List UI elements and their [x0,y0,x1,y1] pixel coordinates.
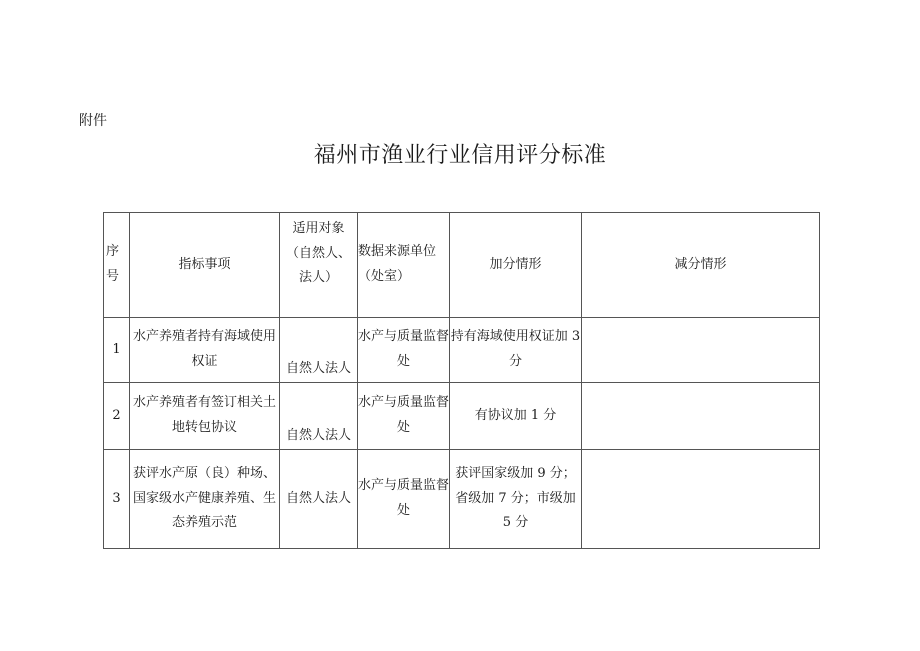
header-indicator: 指标事项 [130,213,280,318]
header-seq: 序号 [104,213,130,318]
table-header-row [104,213,820,318]
row-indicator: 获评水产原（良）种场、国家级水产健康养殖、生态养殖示范 [130,450,280,549]
row-deduction [582,318,820,383]
row-source: 水产与质量监督处 [358,318,450,383]
header-subject: 适用对象（自然人、法人） [280,213,358,318]
row-seq: 3 [104,450,130,549]
header-deduction: 减分情形 [582,213,820,318]
row-indicator: 水产养殖者有签订相关土地转包协议 [130,383,280,450]
table-row [104,318,820,383]
table-row [104,450,820,549]
table-row [104,383,820,450]
row-deduction [582,450,820,549]
row-subject: 自然人法人 [280,318,358,383]
header-bonus: 加分情形 [450,213,582,318]
row-indicator: 水产养殖者持有海域使用权证 [130,318,280,383]
row-deduction [582,383,820,450]
row-source: 水产与质量监督处 [358,383,450,450]
row-source: 水产与质量监督处 [358,450,450,549]
attachment-label: 附件 [79,113,107,129]
row-subject: 自然人法人 [280,383,358,450]
header-source: 数据来源单位（处室） [358,213,450,318]
row-bonus: 有协议加 1 分 [450,383,582,450]
row-seq: 1 [104,318,130,383]
row-bonus: 持有海域使用权证加 3 分 [450,318,582,383]
row-bonus: 获评国家级加 9 分；省级加 7 分；市级加 5 分 [450,450,582,549]
row-subject: 自然人法人 [280,450,358,549]
document-title: 福州市渔业行业信用评分标准 [313,143,607,168]
scoring-standard-table [103,212,820,549]
row-seq: 2 [104,383,130,450]
